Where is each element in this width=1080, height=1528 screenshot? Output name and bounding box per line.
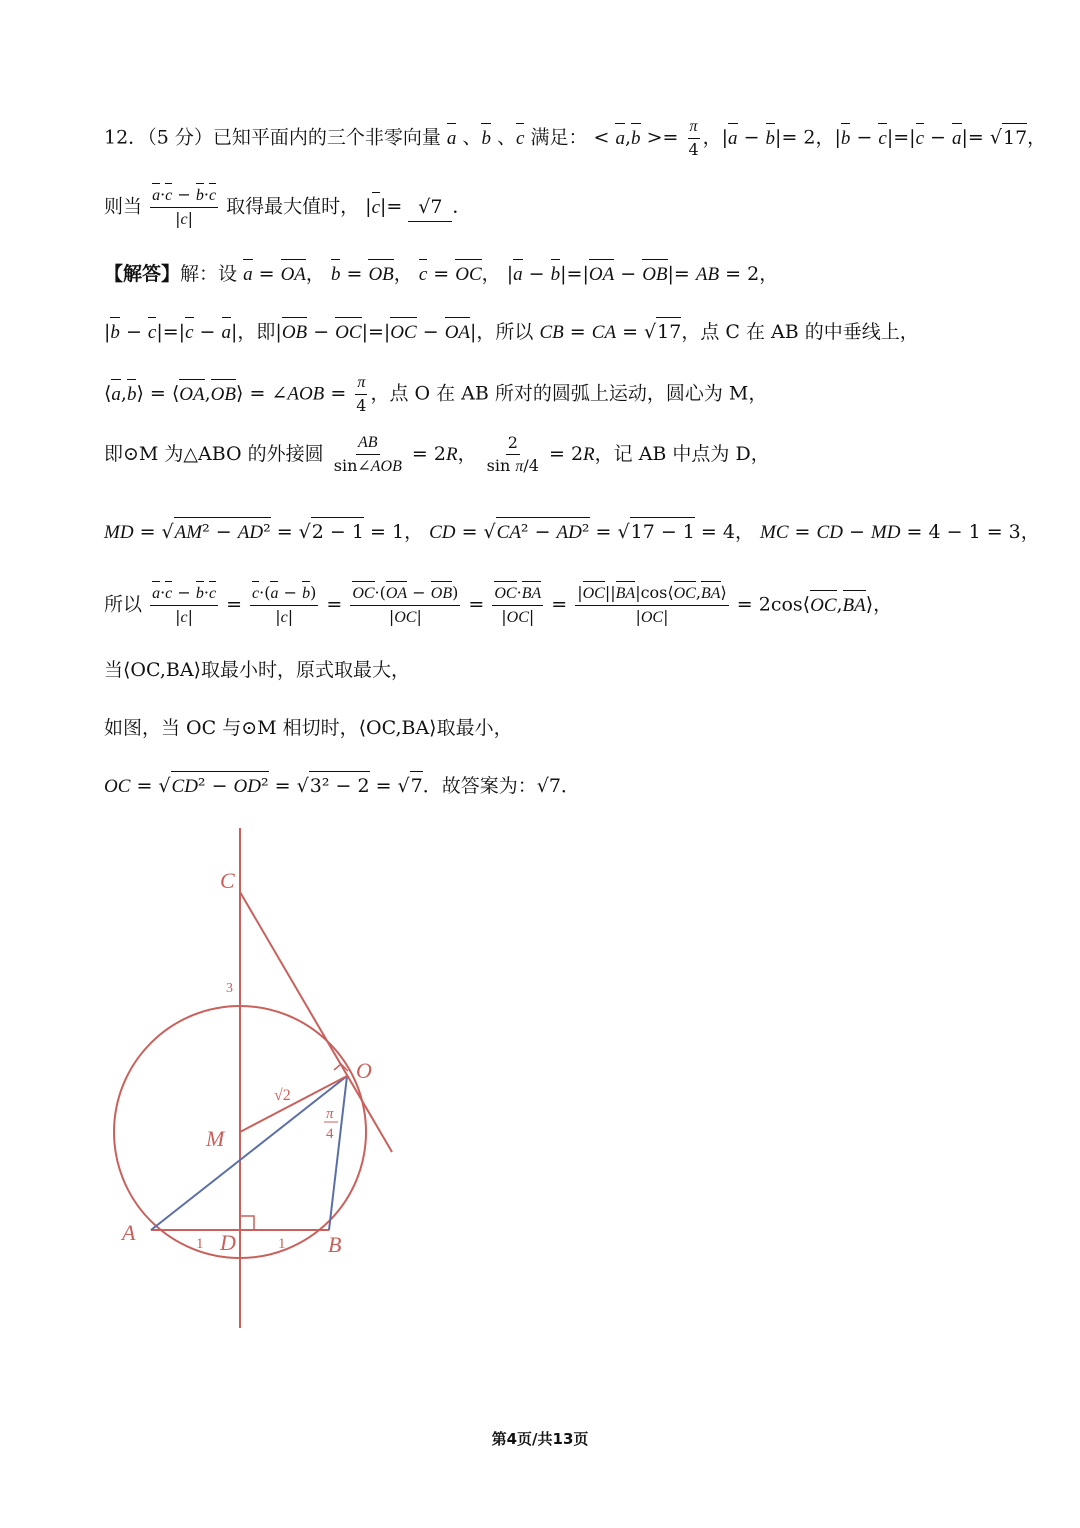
solution-line-6: 所以 $\frac{a\cdot c - b\cdot c}{|c|}$ = $\frac{c\cdot(a - b)}{|c|}$ = $\frac{OC\cdot(OA - OB)}{|OC|}$ = $\frac{OC\cdot BA}{|OC|}$ = $\frac{|OC||BA|\cos⟨OC,BA⟩}{|OC|}$ = 2cos⟨OC,BA⟩， bbox=[104, 582, 892, 629]
page-number-footer: 第4页/共13页 bbox=[491, 1430, 589, 1448]
label-one-right: 1 bbox=[278, 1236, 286, 1252]
right-angle-mark-d bbox=[240, 1216, 254, 1230]
label-3: 3 bbox=[226, 981, 233, 996]
label-sqrt2: √2 bbox=[274, 1087, 291, 1104]
problem-satisfies: 满足： bbox=[530, 126, 588, 149]
angle-pi-over-4: $\frac{\pi}{4}$ bbox=[356, 374, 367, 415]
end-period: ． bbox=[452, 195, 472, 218]
label-o: O bbox=[356, 1058, 372, 1083]
solution-line-1: 【解答】解：设 a = OA， b = OB， c = OC， |a − b|=|OA − OB|= AB = 2， bbox=[104, 260, 778, 289]
label-pi: π bbox=[326, 1106, 334, 1122]
label-four: 4 bbox=[326, 1126, 334, 1142]
midpoint-text: ，记 AB 中点为 D， bbox=[594, 443, 770, 465]
label-c: C bbox=[220, 868, 235, 893]
label-d: D bbox=[220, 1230, 236, 1255]
label-one-left: 1 bbox=[196, 1236, 204, 1252]
segment-ao bbox=[151, 1076, 347, 1230]
circumcircle-text: 即⊙M 为△ABO 的外接圆 bbox=[104, 443, 324, 465]
problem-stem: 已知平面内的三个非零向量 bbox=[212, 126, 441, 149]
two-over-sin-fraction: $\frac{2}{\text{sin π/4}}$ bbox=[486, 433, 539, 475]
label-m: M bbox=[206, 1126, 225, 1151]
target-expression-fraction: $\frac{a\cdot c - b\cdot c}{|c|}$ bbox=[150, 184, 218, 231]
final-answer-text: ．故答案为：√7． bbox=[422, 775, 580, 797]
solution-line-3: ⟨a,b⟩ = ⟨OA,OB⟩ = ∠AOB = $\frac{\pi}{4}$ ，点 O 在 AB 所对的圆弧上运动，圆心为 M， bbox=[104, 374, 768, 415]
label-b: B bbox=[328, 1232, 342, 1257]
segment-mo bbox=[240, 1076, 347, 1132]
takes-max-text: 取得最大值时， bbox=[226, 195, 360, 218]
label-a: A bbox=[122, 1220, 136, 1245]
solution-line-2: |b − c|=|c − a|，即|OB − OC|=|OC − OA|，所以 CB = CA = √17，点 C 在 AB 的中垂线上， bbox=[104, 317, 919, 347]
solution-jie: 解：设 bbox=[180, 263, 238, 285]
so-prefix: 所以 bbox=[104, 593, 143, 616]
solution-line-5: MD = √AM² − AD² = √2 − 1 = 1， CD = √CA² − AD² = √17 − 1 = 4， MC = CD − MD = 4 − 1 = 3， bbox=[104, 517, 1040, 547]
solution-line-4: 即⊙M 为△ABO 的外接圆 $\frac{AB}{\text{sin∠AOB}}$ = 2R， $\frac{2}{\text{sin π/4}}$ = 2R，记 AB 中点为 D， bbox=[104, 432, 770, 478]
pi-over-4-fraction: $\frac{\pi}{4}$ bbox=[688, 118, 699, 159]
geometry-figure bbox=[104, 826, 404, 1336]
solution-line-7: 当⟨OC,BA⟩取最小时，原式取最大， bbox=[104, 659, 410, 681]
then-when-text: 则当 bbox=[104, 195, 143, 218]
solution-line-8: 如图，当 OC 与⊙M 相切时，⟨OC,BA⟩取最小， bbox=[104, 717, 513, 739]
arc-text: ，点 O 在 AB 所对的圆弧上运动，圆心为 M， bbox=[370, 382, 768, 405]
problem-number: 12． bbox=[104, 126, 148, 149]
tangent-line-co bbox=[240, 892, 392, 1152]
perpendicular-bisector-text: ，点 C 在 AB 的中垂线上， bbox=[681, 321, 919, 343]
problem-line-2: 则当 $\frac{a\cdot c - b\cdot c}{|c|}$ 取得最大值时， |c|= √7 ． bbox=[104, 184, 471, 231]
solution-header: 【解答】 bbox=[104, 263, 181, 285]
solution-line-9: OC = √CD² − OD² = √3² − 2 = √7．故答案为：√7． bbox=[104, 771, 580, 801]
answer-blank: √7 bbox=[408, 193, 452, 222]
problem-line-1: 12．（5 分）已知平面内的三个非零向量 a 、b 、c 满足： < a,b >= $\frac{\pi}{4}$ ，|a − b|= 2，|b − c|=|c − a|= √17， bbox=[104, 118, 1047, 159]
sine-law-fraction: $\frac{AB}{\text{sin∠AOB}}$ bbox=[333, 434, 402, 475]
segment-bo bbox=[329, 1076, 347, 1230]
problem-score: （5 分） bbox=[147, 126, 213, 149]
